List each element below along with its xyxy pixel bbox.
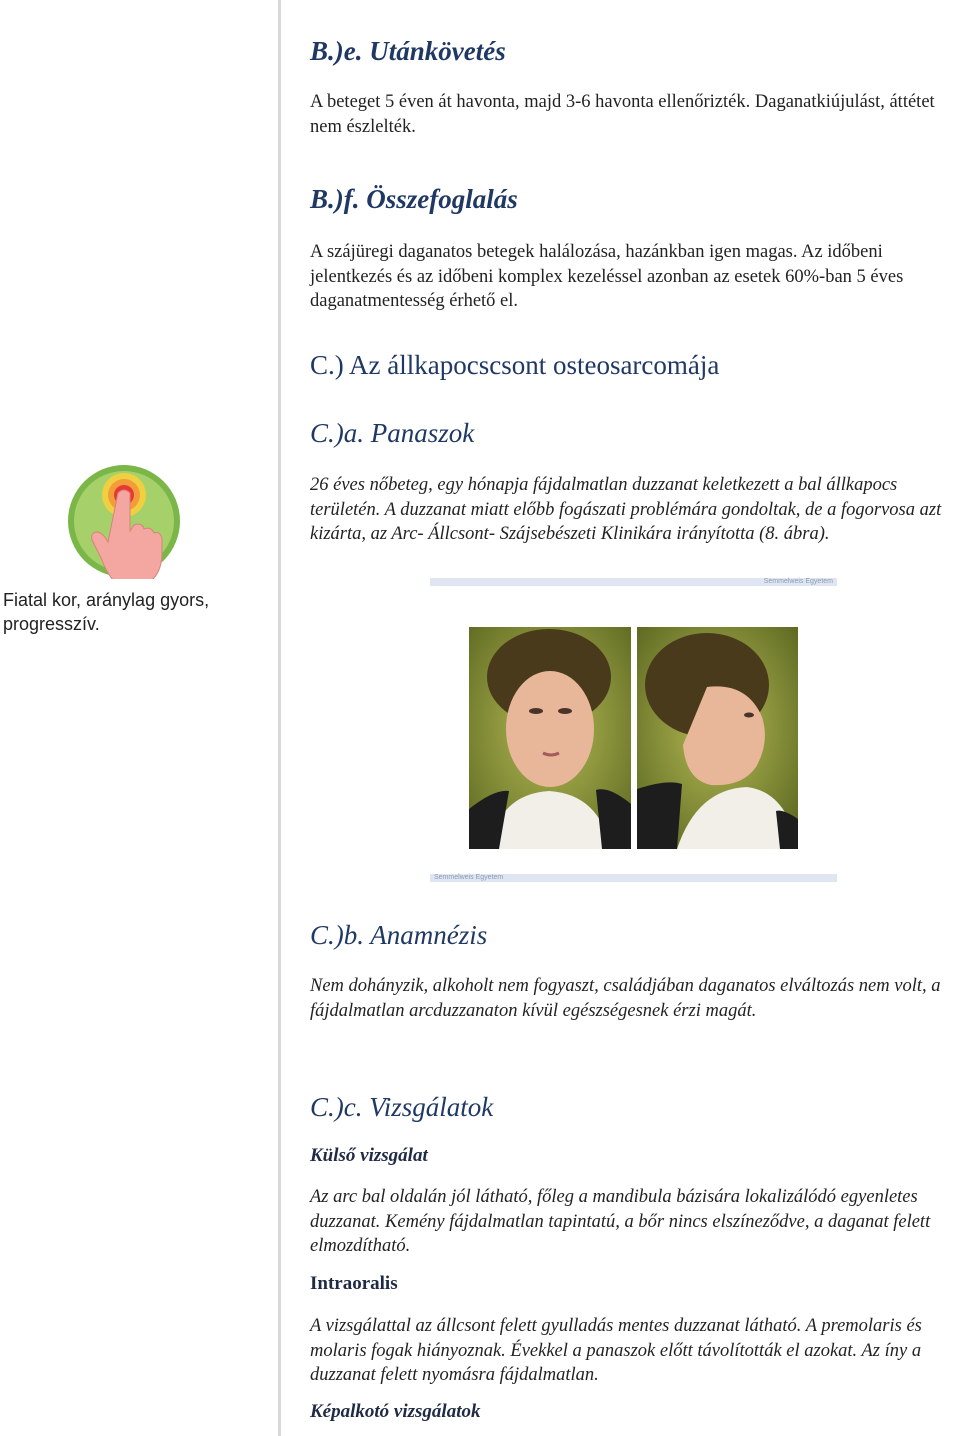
complaints-text: 26 éves nőbeteg, egy hónapja fájdalmatlan duzzanat keletkezett a bal állkapocs területén. A duzzanat miatt előbb fogászati problémára gondoltak, de a fogorvosa azt kizárta, az Arc- Állcsont- Szájsebészeti Klinikára irányította (8. ábra). <box>310 475 942 544</box>
touch-pointer-icon <box>66 463 182 579</box>
summary-text: A szájüregi daganatos betegek halálozása, hazánkban igen magas. Az időbeni jelentkezés és az időbeni komplex kezeléssel azonban az esetek 60%-ban 5 éves daganatmentesség érhető el. <box>310 242 904 311</box>
section-title-summary: B.)f. Összefoglalás <box>310 184 518 214</box>
section-title-examinations: C.)c. Vizsgálatok <box>310 1092 494 1122</box>
subheading-intraoral: Intraoralis <box>310 1273 398 1294</box>
patient-photo-front <box>469 627 631 849</box>
followup-text: A beteget 5 éven át havonta, majd 3-6 havonta ellenőrizték. Daganatkiújulást, áttétet nem észlelték. <box>310 92 935 137</box>
section-title-anamnesis: C.)b. Anamnézis <box>310 920 488 950</box>
subheading-imaging: Képalkotó vizsgálatok <box>310 1401 481 1422</box>
anamnesis-text: Nem dohányzik, alkoholt nem fogyaszt, családjában daganatos elváltozás nem volt, a fájdalmatlan arcduzzanaton kívül egészségesnek érzi magát. <box>310 976 941 1021</box>
patient-photo-profile <box>637 627 798 849</box>
intraoral-text: A vizsgálattal az állcsont felett gyulladás mentes duzzanat látható. A premolaris és molaris fogak hiányoznak. Évekkel a panaszok előtt távolították el azokat. Az íny a duzzanat felett nyomásra fájdalmatlan. <box>310 1316 922 1385</box>
section-title-followup: B.)e. Utánkövetés <box>310 36 506 66</box>
section-title-complaints: C.)a. Panaszok <box>310 418 475 448</box>
figure-caption-bottom: Semmelweis Egyetem <box>430 874 837 882</box>
subheading-external-exam: Külső vizsgálat <box>310 1145 428 1166</box>
sidebar-note: Fiatal kor, aránylag gyors, progresszív. <box>3 590 210 634</box>
external-exam-text: Az arc bal oldalán jól látható, főleg a mandibula bázisára lokalizálódó egyenletes duzzanat. Kemény fájdalmatlan tapintatú, a bőr nincs elszíneződve, a daganat felett elmozdítható. <box>310 1187 931 1256</box>
section-title-osteosarcoma: C.) Az állkapocscsont osteosarcomája <box>310 350 720 380</box>
column-divider <box>278 0 281 1436</box>
figure-caption-top: Semmelweis Egyetem <box>430 578 837 586</box>
